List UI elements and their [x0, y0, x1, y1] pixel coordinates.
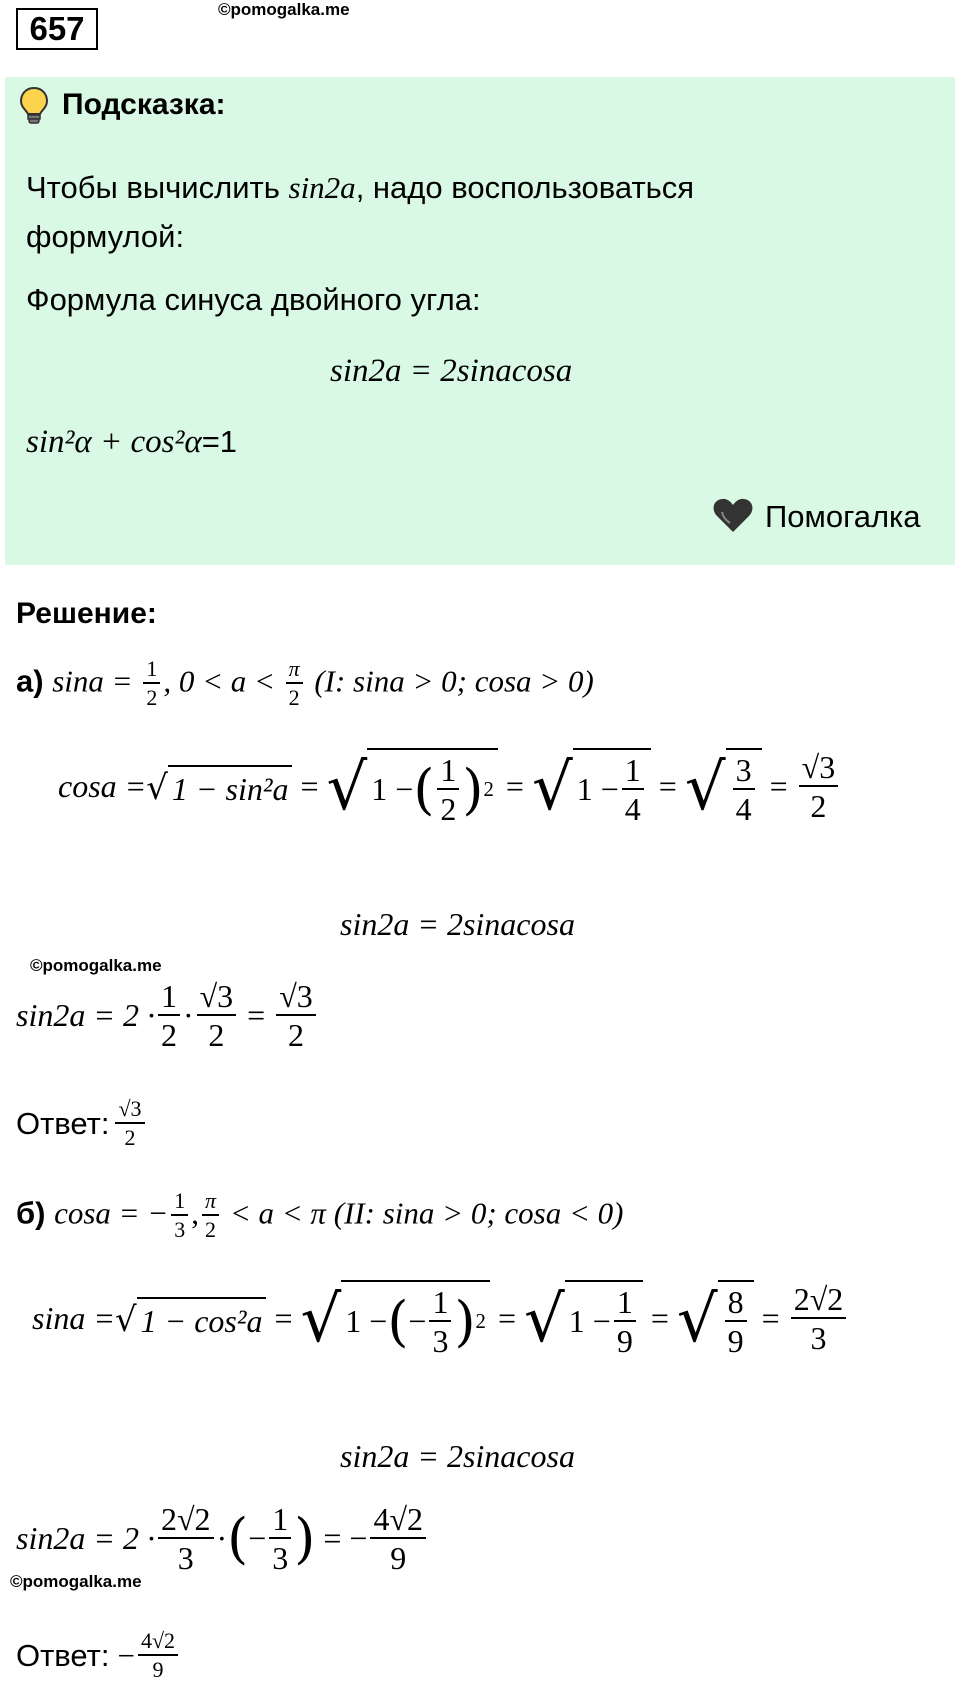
part-a-answer: Ответ: √3 2 [16, 1098, 148, 1149]
hint-panel [5, 77, 955, 565]
part-a-cos-derivation: cosa = √ 1 − sin²a = √ 1 − ( 1 2 ) 2 = √ 1 − 1 4 = √ 3 4 = $\frac{√3}{2}$ [58, 748, 841, 825]
watermark-bottom: ©pomogalka.me [10, 1572, 142, 1591]
part-b-condition: б) cosa = − $\frac{1}{3}$ , $\frac{\pi}{2}$ < a < π (II: sina > 0; cosa < 0) [16, 1188, 624, 1242]
watermark-top: ©pomogalka.me [218, 0, 350, 19]
part-b-calc: sin2a = 2 · 2√2 3 · ( − $\frac{1}{3}$ ) = − $\frac{4√2}{9}$ [16, 1503, 429, 1574]
fraction-1-2: $\frac{1}{2}$ [143, 658, 160, 709]
heart-icon [712, 496, 754, 534]
part-b-sin-derivation: sina = √ 1 − cos²a = √ 1 − ( − 1 3 ) 2 = √ 1 − 1 9 = √ 8 9 = $\frac{2√2}{3}$ [32, 1280, 849, 1357]
part-b-formula: sin2a = 2sinacosa [340, 1438, 575, 1474]
part-a-condition: а) sina = $\frac{1}{2}$ , 0 < a < $\frac{\pi}{2}$ (I: sina > 0; cosa > 0) [16, 656, 594, 710]
hint-title: Подсказка: [62, 88, 226, 121]
part-b-answer: Ответ: − $\frac{4√2}{9}$ [16, 1630, 181, 1681]
part-a-calc: sin2a = 2 · 1 2 · $\frac{√3}{2}$ = $\frac{√3}{2}$ [16, 980, 319, 1051]
task-number: 657 [16, 8, 98, 50]
solution-title: Решение: [16, 597, 157, 630]
hint-text-3: Формула синуса двойного угла: [26, 282, 481, 317]
hint-text-1: Чтобы вычислить sin2a, надо воспользоваться [26, 170, 695, 205]
fraction-pi-2: $\frac{\pi}{2}$ [286, 658, 303, 709]
watermark-mid: ©pomogalka.me [30, 956, 162, 975]
part-a-formula: sin2a = 2sinacosa [340, 906, 575, 942]
hint-text-2: формулой: [26, 219, 185, 254]
lightbulb-icon [18, 86, 50, 126]
hint-identity: sin²α + cos²α=1 [26, 424, 238, 460]
hint-formula: sin2a = 2sinacosa [330, 353, 573, 389]
brand-label: Помогалка [765, 499, 921, 534]
